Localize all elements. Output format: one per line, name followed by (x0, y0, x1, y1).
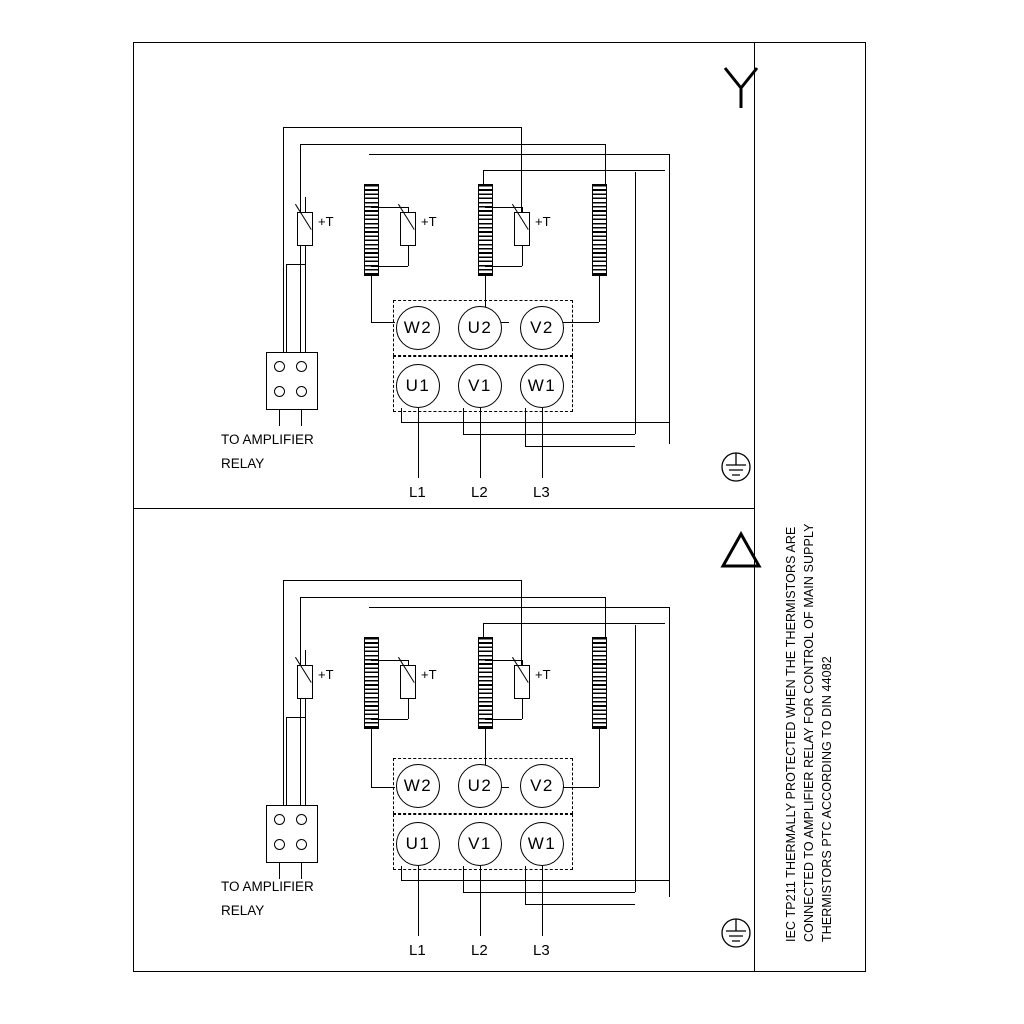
phase-label-L3: L3 (533, 484, 550, 501)
wire-bottom-b (463, 892, 635, 893)
terminal-V1[interactable]: V1 (458, 822, 502, 866)
supply-L2-line (480, 866, 481, 936)
terminal-V2[interactable]: V2 (520, 764, 564, 808)
terminal-U2[interactable]: U2 (458, 306, 502, 350)
thermistor-1 (297, 212, 313, 246)
wire-right-b (635, 172, 636, 434)
winding-1-lead (371, 729, 372, 787)
phase-label-L1: L1 (409, 942, 426, 959)
terminal-W1[interactable]: W1 (520, 822, 564, 866)
wire-top-d (483, 170, 665, 171)
thermistor-2-link-bottom (371, 266, 408, 267)
supply-L2-line (480, 408, 481, 478)
supply-L1-line (418, 866, 419, 936)
winding-3-lead (599, 729, 600, 787)
connector-lead-2 (301, 410, 302, 426)
amplifier-label-line1: TO AMPLIFIER (221, 432, 314, 447)
terminal-W2[interactable]: W2 (396, 306, 440, 350)
thermistor-2-link-bottom (371, 719, 408, 720)
amplifier-label-line1: TO AMPLIFIER (221, 879, 314, 894)
earth-icon (716, 913, 756, 953)
thermistor-1-lead-top (305, 197, 306, 213)
thermistor-3-lead-top (522, 207, 523, 213)
thermistor-chain-right (305, 717, 306, 805)
thermistor-1-lead-bottom (305, 246, 306, 264)
winding-2 (478, 637, 493, 729)
winding-2 (478, 184, 493, 276)
connector-pin-2 (296, 361, 307, 372)
connector-pin-1 (274, 814, 285, 825)
connector-pin-1 (274, 361, 285, 372)
wire-bottom-a-stub (401, 866, 402, 880)
supply-L3-line (542, 408, 543, 478)
phase-label-L1: L1 (409, 484, 426, 501)
wire-right-b (635, 625, 636, 892)
notes-block (752, 42, 864, 972)
connector-lead-1 (279, 410, 280, 426)
amplifier-connector (266, 352, 318, 410)
wire-top-c (369, 607, 669, 608)
thermistor-3-lead-bottom (522, 699, 523, 719)
supply-L3-line (542, 866, 543, 936)
thermistor-3-link-top (485, 660, 522, 661)
thermistor-1-label: +T (318, 667, 334, 682)
wire-bottom-c (525, 904, 635, 905)
connector-pin-4 (296, 839, 307, 850)
terminal-V1[interactable]: V1 (458, 364, 502, 408)
thermistor-2-lead-bottom (408, 699, 409, 719)
terminal-U2[interactable]: U2 (458, 764, 502, 808)
wire-top-a (283, 580, 521, 581)
winding-3 (592, 637, 607, 729)
thermistor-chain-top (286, 264, 305, 265)
terminal-U1[interactable]: U1 (396, 364, 440, 408)
wire-bottom-b-stub (463, 866, 464, 892)
terminal-W2[interactable]: W2 (396, 764, 440, 808)
thermistor-2-lead-top (408, 660, 409, 666)
wire-bottom-c-stub (525, 866, 526, 904)
wire-left-a (283, 580, 284, 815)
wire-bottom-c-stub (525, 408, 526, 446)
amplifier-label-line2: RELAY (221, 456, 265, 471)
winding-3-lead (599, 276, 600, 322)
phase-label-L2: L2 (471, 484, 488, 501)
winding-3 (592, 184, 607, 276)
wire-bottom-a-stub (401, 408, 402, 422)
thermistor-3 (514, 665, 530, 699)
wire-bottom-a (401, 880, 669, 881)
thermistor-chain-right (305, 264, 306, 352)
thermistor-1-lead-top (305, 650, 306, 666)
thermistor-chain-left (286, 717, 287, 805)
thermistor-3-link-top (485, 207, 522, 208)
wire-top-c (369, 154, 669, 155)
note-line-3: THERMISTORS PTC ACCORDING TO DIN 44082 (820, 656, 834, 942)
terminal-W1[interactable]: W1 (520, 364, 564, 408)
wire-top-b (300, 597, 605, 598)
wire-left-b (300, 144, 301, 362)
thermistor-3-label: +T (535, 667, 551, 682)
thermistor-1-label: +T (318, 214, 334, 229)
wire-right-c (669, 154, 670, 444)
thermistor-chain-left (286, 264, 287, 352)
thermistor-2-link-top (371, 660, 408, 661)
wire-top-b (300, 144, 605, 145)
thermistor-2 (400, 212, 416, 246)
note-line-1: IEC TP211 THERMALLY PROTECTED WHEN THE THERMISTORS ARE (784, 526, 798, 942)
wire-top-d (483, 623, 665, 624)
phase-label-L2: L2 (471, 942, 488, 959)
thermistor-chain-top (286, 717, 305, 718)
wire-left-a (283, 127, 284, 362)
thermistor-3-lead-bottom (522, 246, 523, 266)
connector-pin-4 (296, 386, 307, 397)
wire-bottom-b-stub (463, 408, 464, 434)
winding-1-lead-h (371, 322, 395, 323)
terminal-U1[interactable]: U1 (396, 822, 440, 866)
wire-left-b (300, 597, 301, 815)
wire-bottom-b (463, 434, 635, 435)
panel-delta (133, 508, 754, 974)
thermistor-2-link-top (371, 207, 408, 208)
connector-pin-3 (274, 839, 285, 850)
wire-bottom-a (401, 422, 669, 423)
panel-star (133, 42, 754, 508)
thermistor-2-label: +T (421, 214, 437, 229)
amplifier-connector (266, 805, 318, 863)
thermistor-1-lead-bottom (305, 699, 306, 717)
terminal-V2[interactable]: V2 (520, 306, 564, 350)
connector-pin-3 (274, 386, 285, 397)
winding-1 (364, 637, 379, 729)
thermistor-1 (297, 665, 313, 699)
thermistor-2-lead-bottom (408, 246, 409, 266)
wire-down-a (521, 580, 522, 665)
thermistor-2-label: +T (421, 667, 437, 682)
earth-icon (716, 447, 756, 487)
wire-down-a (521, 127, 522, 212)
thermistor-3-link-bottom (485, 266, 522, 267)
supply-L1-line (418, 408, 419, 478)
thermistor-3-lead-top (522, 660, 523, 666)
thermistor-3 (514, 212, 530, 246)
winding-1-lead (371, 276, 372, 322)
wire-right-c (669, 607, 670, 897)
connector-lead-1 (279, 863, 280, 879)
note-line-2: CONNECTED TO AMPLIFIER RELAY FOR CONTROL OF MAIN SUPPLY (802, 523, 816, 942)
thermistor-3-label: +T (535, 214, 551, 229)
phase-label-L3: L3 (533, 942, 550, 959)
wire-top-a (283, 127, 521, 128)
thermistor-3-link-bottom (485, 719, 522, 720)
winding-1 (364, 184, 379, 276)
thermistor-2 (400, 665, 416, 699)
connector-lead-2 (301, 863, 302, 879)
amplifier-label-line2: RELAY (221, 903, 265, 918)
thermistor-2-lead-top (408, 207, 409, 213)
wire-bottom-c (525, 446, 635, 447)
winding-1-lead-h (371, 787, 395, 788)
connector-pin-2 (296, 814, 307, 825)
